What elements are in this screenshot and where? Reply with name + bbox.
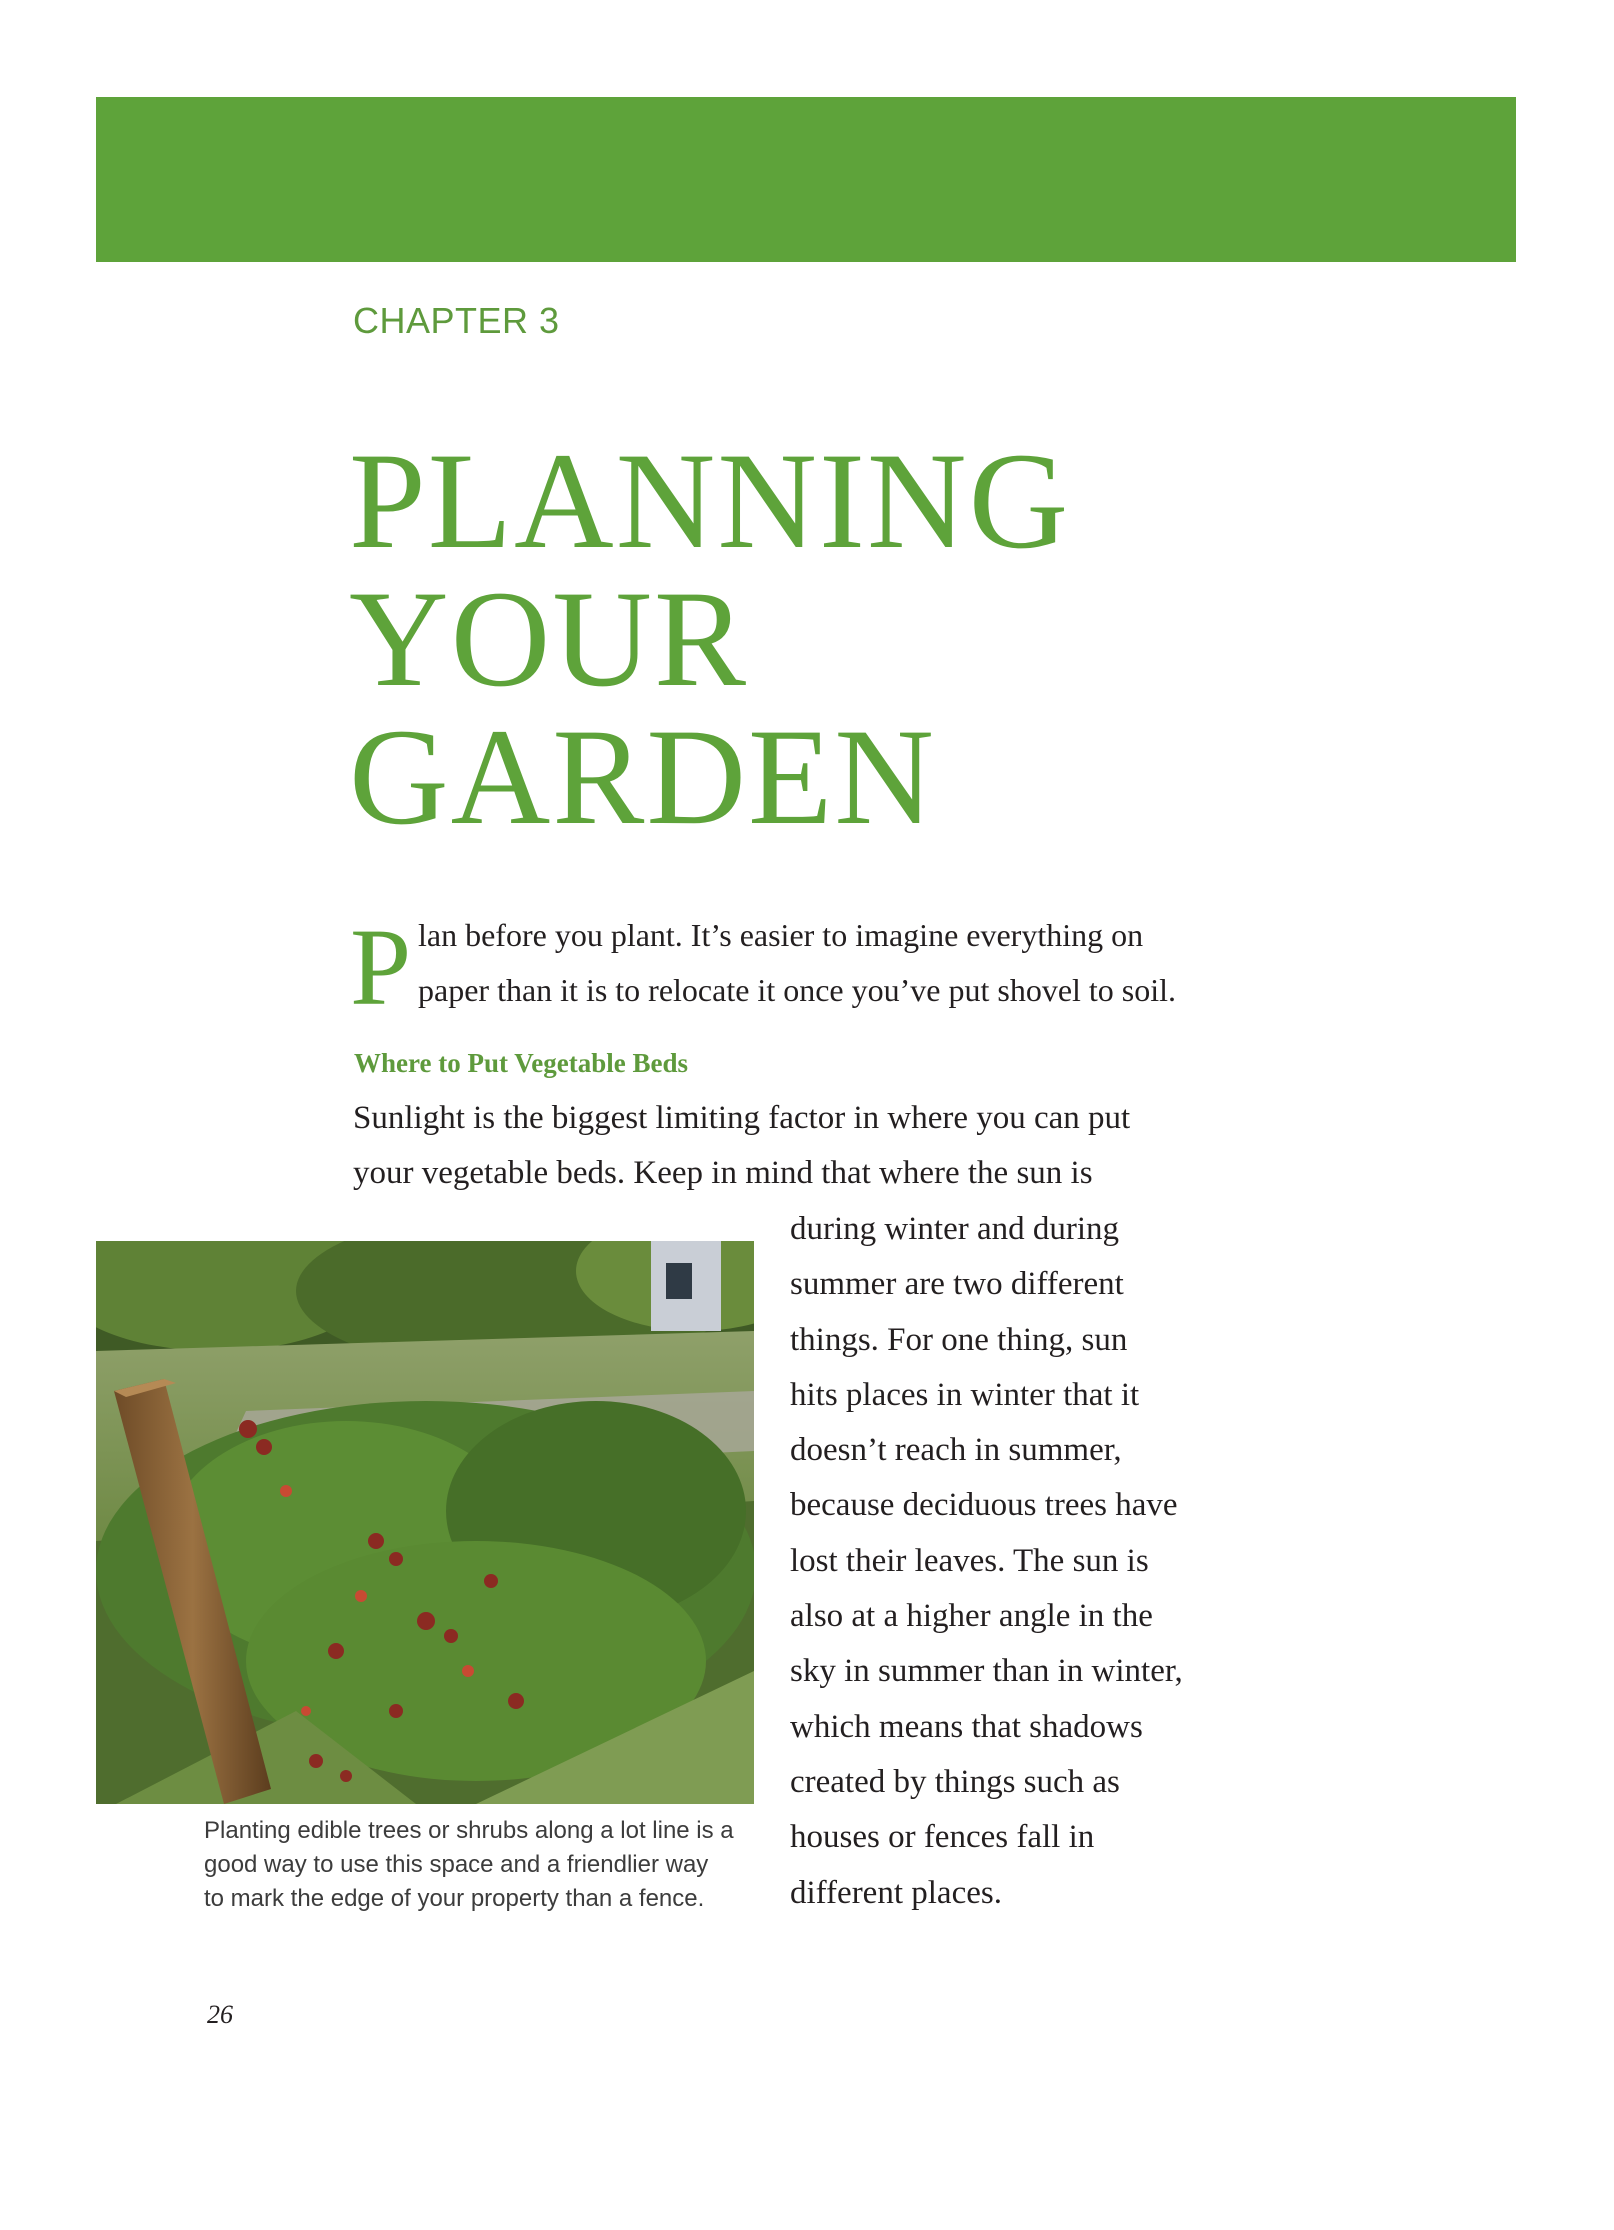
- garden-photo: [96, 1241, 754, 1804]
- body-line: because deciduous trees have: [790, 1487, 1178, 1524]
- body-line: sky in summer than in winter,: [790, 1653, 1183, 1690]
- body-line: doesn’t reach in summer,: [790, 1432, 1122, 1469]
- garden-photo-illustration: [96, 1241, 754, 1804]
- drop-cap: P: [350, 906, 412, 1028]
- body-line: also at a higher angle in the: [790, 1598, 1153, 1635]
- intro-line: lan before you plant. It’s easier to imagine everything on: [418, 917, 1144, 953]
- body-line: different places.: [790, 1874, 1002, 1911]
- body-line: created by things such as: [790, 1763, 1120, 1800]
- body-line: summer are two different: [790, 1266, 1124, 1303]
- page-number: 26: [207, 2000, 233, 2029]
- chapter-label: CHAPTER 3: [353, 300, 560, 341]
- body-line: your vegetable beds. Keep in mind that where the sun is: [353, 1155, 1093, 1192]
- chapter-title: [349, 424, 1071, 853]
- caption-line: to mark the edge of your property than a fence.: [204, 1885, 705, 1912]
- body-line: which means that shadows: [790, 1708, 1143, 1745]
- body-text-narrow: [790, 1202, 1183, 1921]
- intro-line: paper than it is to relocate it once you’ve put shovel to soil.: [418, 972, 1177, 1008]
- body-line: during winter and during: [790, 1211, 1120, 1247]
- body-line: lost their leaves. The sun is: [790, 1542, 1149, 1579]
- caption-line: good way to use this space and a friendlier way: [204, 1851, 709, 1878]
- intro-paragraph: [350, 906, 1230, 1028]
- body-line: Sunlight is the biggest limiting factor in where you can put: [353, 1100, 1131, 1136]
- caption-line: Planting edible trees or shrubs along a lot line is a: [204, 1817, 734, 1844]
- chapter-title-line: YOUR: [349, 562, 749, 715]
- chapter-header-band: [96, 97, 1516, 262]
- body-line: hits places in winter that it: [790, 1376, 1140, 1413]
- chapter-title-line: GARDEN: [349, 700, 936, 853]
- body-text-wide: [353, 1091, 1130, 1202]
- body-line: things. For one thing, sun: [790, 1321, 1128, 1358]
- body-line: houses or fences fall in: [790, 1819, 1095, 1856]
- chapter-title-line: PLANNING: [349, 424, 1071, 577]
- photo-caption: [204, 1814, 764, 1916]
- section-heading: Where to Put Vegetable Beds: [354, 1048, 688, 1078]
